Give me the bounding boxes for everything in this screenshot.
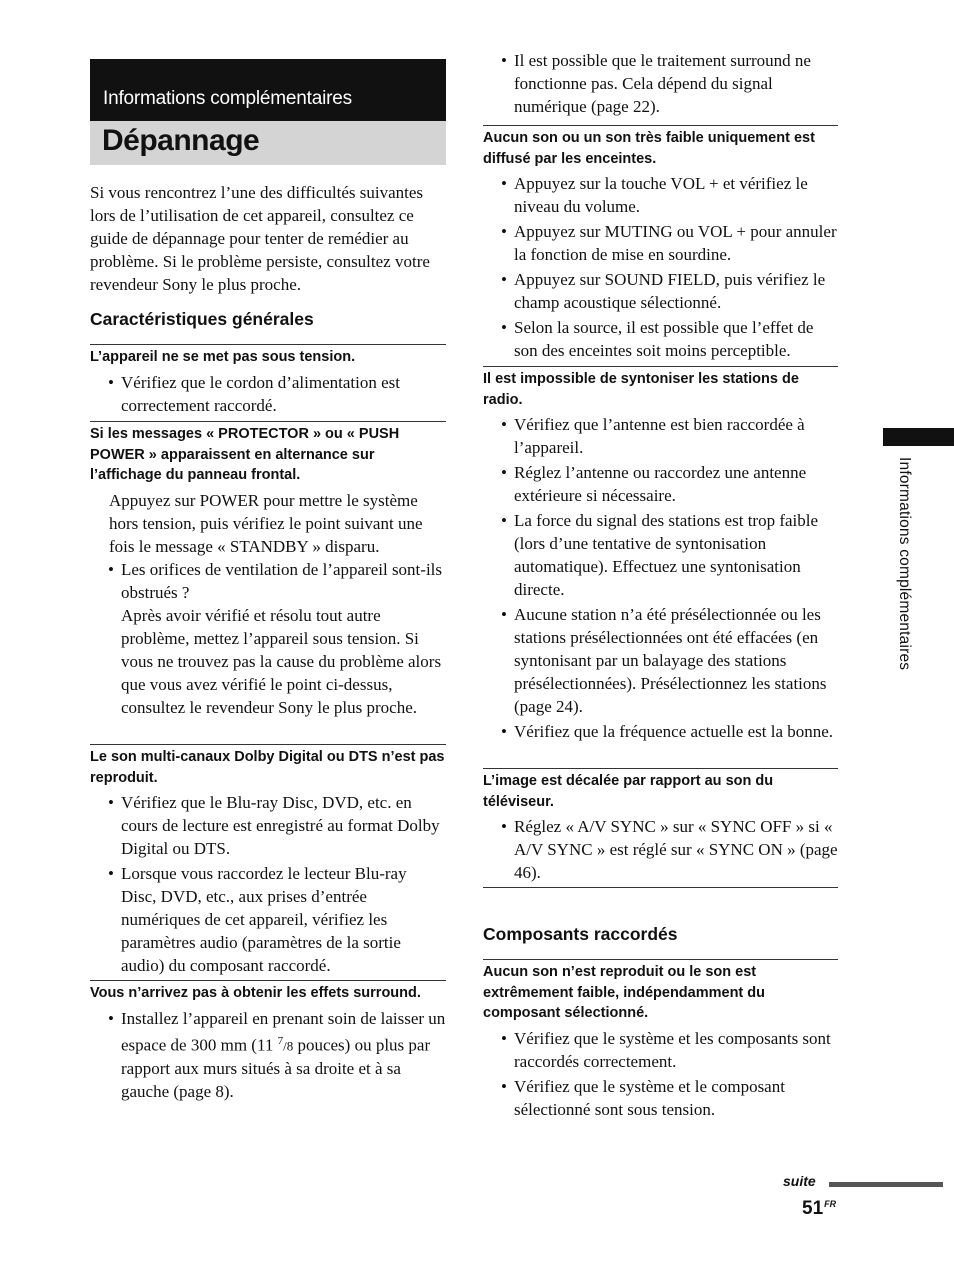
issue-protector: [90, 421, 446, 719]
page-number-value: 51: [802, 1198, 824, 1219]
list-item: • Vérifiez que le cordon d’alimentation est correctement raccordé.: [90, 371, 446, 417]
heading-general: Caractéristiques générales: [90, 309, 314, 329]
issue-av-sync: [483, 768, 838, 884]
list-item: • Lorsque vous raccordez le lecteur Blu-ray Disc, DVD, etc., aux prises d’entrée numériques de cet appareil, vérifiez les paramètres audio (paramètres de la sortie audio) du composant raccordé.: [90, 862, 446, 977]
list-item: • Réglez l’antenne ou raccordez une antenne extérieure si nécessaire.: [483, 461, 838, 507]
issue-no-sound-component: [483, 959, 838, 1121]
side-tab-marker: [883, 428, 954, 446]
issue-list: [483, 172, 838, 362]
issue-list: [483, 413, 838, 743]
list-item: • Vérifiez que l’antenne est bien raccordée à l’appareil.: [483, 413, 838, 459]
fraction-numerator: 7: [277, 1034, 284, 1047]
heading-connected: Composants raccordés: [483, 924, 678, 944]
issue-title: Le son multi-canaux Dolby Digital ou DTS n’est pas reproduit.: [90, 744, 446, 788]
issue-title: Si les messages « PROTECTOR » ou « PUSH POWER » apparaissent en alternance sur l’affichage du panneau frontal.: [90, 421, 446, 486]
list-item: • Il est possible que le traitement surround ne fonctionne pas. Cela dépend du signal numérique (page 22).: [483, 49, 838, 118]
section-divider: [483, 887, 838, 888]
issue-title: L’appareil ne se met pas sous tension.: [90, 344, 446, 368]
issue-list: [90, 558, 446, 719]
continue-arrow-icon: [829, 1182, 943, 1187]
issue-surround: [90, 980, 446, 1103]
issue-list: [90, 1007, 446, 1104]
side-tab-label: Informations complémentaires: [896, 457, 913, 671]
list-item: • Vérifiez que le système et les composants sont raccordés correctement.: [483, 1027, 838, 1073]
item-text: pouces) ou plus par rapport aux murs situés à sa droite et à sa gauche (page 8).: [121, 1035, 431, 1102]
list-item: • La force du signal des stations est trop faible (lors d’une tentative de syntonisation automatique). Effectuez une syntonisation directe.: [483, 509, 838, 601]
continued-list: [483, 49, 838, 118]
issue-text: Appuyez sur POWER pour mettre le système hors tension, puis vérifiez le point suivant une fois le message « STANDBY » disparu.: [109, 490, 423, 556]
issue-list: [483, 1027, 838, 1121]
fraction-denominator: /8: [283, 1038, 294, 1054]
list-item: • Vérifiez que la fréquence actuelle est la bonne.: [483, 720, 838, 743]
list-item: • Selon la source, il est possible que l’effet de son des enceintes soit moins perceptible.: [483, 316, 838, 362]
list-item: • Appuyez sur SOUND FIELD, puis vérifiez le champ acoustique sélectionné.: [483, 268, 838, 314]
item-text: Installez l’appareil en prenant soin de laisser un espace de 300 mm (11: [121, 1008, 446, 1055]
section-header: Informations complémentaires: [90, 59, 446, 121]
page-number: [802, 1198, 836, 1220]
list-item: • Appuyez sur la touche VOL + et vérifiez le niveau du volume.: [483, 172, 838, 218]
issue-title: Aucun son n’est reproduit ou le son est extrêmement faible, indépendamment du composant sélectionné.: [483, 959, 838, 1024]
issue-no-sound: [483, 125, 838, 362]
list-item: • Réglez « A/V SYNC » sur « SYNC OFF » si « A/V SYNC » est réglé sur « SYNC ON » (page 46).: [483, 815, 838, 884]
issue-dolby-dts: [90, 744, 446, 977]
issue-title: Vous n’arrivez pas à obtenir les effets surround.: [90, 980, 446, 1004]
issue-title: Il est impossible de syntoniser les stations de radio.: [483, 366, 838, 410]
issue-title: L’image est décalée par rapport au son du téléviseur.: [483, 768, 838, 812]
list-item: • Aucune station n’a été présélectionnée ou les stations présélectionnées ont été effacées (en syntonisant par un balayage des stations présélectionnées). Présélectionnez les stations (page 24).: [483, 603, 838, 718]
issue-list: [90, 791, 446, 977]
list-item: [90, 558, 446, 719]
intro-paragraph: Si vous rencontrez l’une des difficultés suivantes lors de l’utilisation de cet appareil, consultez ce guide de dépannage pour tenter de remédier au problème. Si le problème persiste, consultez votre revendeur Sony le plus proche.: [90, 183, 430, 294]
issue-radio: [483, 366, 838, 743]
suite-label: suite: [783, 1173, 816, 1189]
page-language-suffix: FR: [824, 1199, 837, 1209]
issue-no-power: [90, 344, 446, 417]
list-item-subtext: Après avoir vérifié et résolu tout autre problème, mettez l’appareil sous tension. Si vous ne trouvez pas la cause du problème alors que vous avez vérifié le point ci-dessus, consultez le revendeur Sony le plus proche.: [121, 605, 442, 717]
issue-list: [483, 815, 838, 884]
list-item-text: Les orifices de ventilation de l’appareil sont-ils obstrués ?: [121, 559, 443, 602]
list-item: • Appuyez sur MUTING ou VOL + pour annuler la fonction de mise en sourdine.: [483, 220, 838, 266]
issue-list: [90, 371, 446, 417]
list-item: [90, 1007, 446, 1104]
list-item: • Vérifiez que le système et le composant sélectionné sont sous tension.: [483, 1075, 838, 1121]
page-title: Dépannage: [90, 121, 446, 165]
issue-title: Aucun son ou un son très faible uniquement est diffusé par les enceintes.: [483, 125, 838, 169]
list-item: • Vérifiez que le Blu-ray Disc, DVD, etc. en cours de lecture est enregistré au format Dolby Digital ou DTS.: [90, 791, 446, 860]
